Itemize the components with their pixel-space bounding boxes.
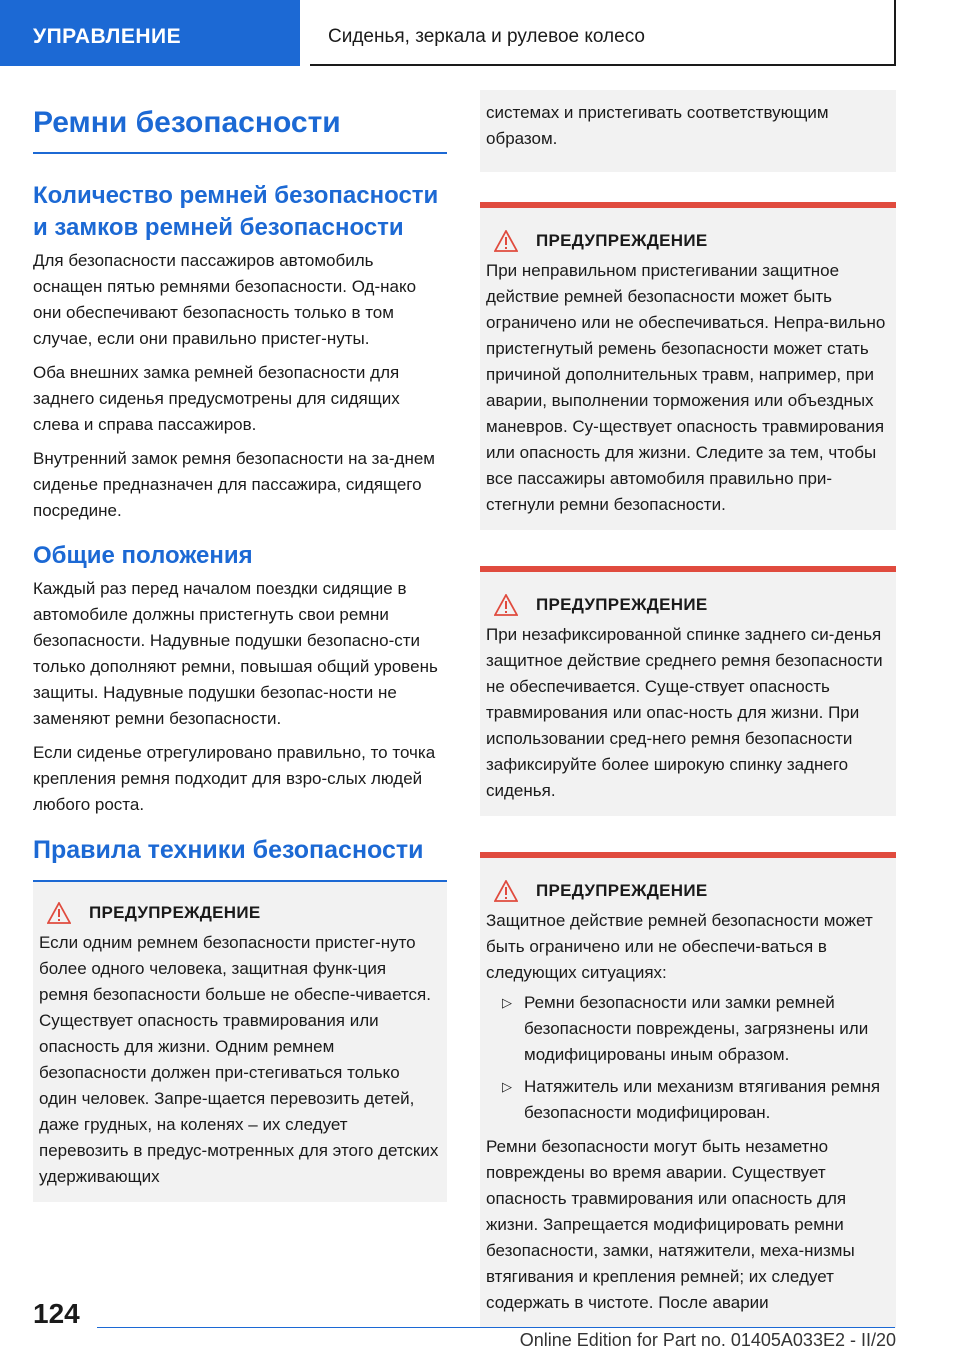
triangle-right-icon: ▷ — [502, 995, 512, 1010]
page-number: 124 — [33, 1298, 80, 1329]
warning-label: ПРЕДУПРЕЖДЕНИЕ — [536, 231, 708, 250]
paragraph: Для безопасности пассажиров автомобиль оснащен пятью ремнями безопасности. Од-нако они обеспечивают безопасность только в том случае, если они правильно пристег-нуты. — [33, 251, 417, 348]
warning-triangle-icon — [494, 594, 518, 616]
left-column — [33, 104, 447, 1202]
warning-label: ПРЕДУПРЕЖДЕНИЕ — [89, 903, 261, 922]
warning-text: Если одним ремнем безопасности пристег-нуто более одного человека, защитная функ-ция ремня безопасности больше не обеспе-чивается. Существует опасность травмирования или опасность для жизни. Одним ремнем безопасности должен при-стегиваться только один человек. Запре-щается перевозить детей, даже грудных, на коленях – их следует перевозить в предус-мотренных для этого детских удерживающих — [39, 933, 439, 1186]
warning-box — [33, 882, 447, 1202]
list-item: ▷ Ремни безопасности или замки ремней безопасности повреждены, загрязнены или модифицированы иным образом. — [486, 990, 888, 1068]
warning-triangle-icon — [47, 902, 71, 924]
warning-intro: Защитное действие ремней безопасности может быть ограничено или не обеспечи-ваться в следующих ситуациях: — [486, 911, 873, 982]
chapter-title: Сиденья, зеркала и рулевое колесо — [310, 0, 896, 66]
footer-divider — [97, 1327, 895, 1328]
paragraph: Оба внешних замка ремней безопасности для заднего сиденья предусмотрены для сидящих слева и справа пассажиров. — [33, 363, 400, 434]
paragraph: Внутренний замок ремня безопасности на за-днем сиденье предназначен для пассажира, сидящего посредине. — [33, 449, 435, 520]
warning-outro: Ремни безопасности могут быть незаметно повреждены во время аварии. Существует опасность травмирования или опасность для жизни. Запрещается модифицировать ремни безопасности, замки, натяжители, меха-низмы втягивания и крепления ремней; их следует содержать в чистоте. После аварии — [486, 1137, 855, 1312]
continued-warning-box — [480, 90, 896, 172]
paragraph: Каждый раз перед началом поездки сидящие в автомобиле должны пристегнуть свои ремни безопасности. Надувные подушки безопасно-сти только дополняют ремни, повышая общий уровень защиты. Надувные подушки безопас-ности не заменяют ремни безопасности. — [33, 579, 438, 728]
triangle-right-icon: ▷ — [502, 1079, 512, 1094]
warning-text: При неправильном пристегивании защитное действие ремней безопасности может быть ограничено или не обеспечиваться. Непра-вильно пристегнутый ремень безопасности может стать причиной дополнительных травм, например, при аварии, выполнении торможения или объездных маневров. Су-ществует опасность травмирования или опасность для жизни. Следите за тем, чтобы все пассажиры автомобиля правильно при-стегнули ремни безопасности. — [486, 261, 886, 514]
heading-general: Общие положения — [33, 542, 253, 569]
section-tab: УПРАВЛЕНИЕ — [0, 0, 300, 66]
list-item: ▷ Натяжитель или механизм втягивания ремня безопасности модифицирован. — [486, 1074, 888, 1126]
warning-triangle-icon — [494, 230, 518, 252]
right-column — [480, 90, 896, 1328]
warning-label: ПРЕДУПРЕЖДЕНИЕ — [536, 881, 708, 900]
warning-triangle-icon — [494, 880, 518, 902]
warning-label: ПРЕДУПРЕЖДЕНИЕ — [536, 595, 708, 614]
bullet-list — [486, 990, 888, 1126]
warning-box — [480, 202, 896, 530]
warning-box — [480, 566, 896, 816]
warning-text: При незафиксированной спинке заднего си-денья защитное действие среднего ремня безопасности не обеспечивается. Суще-ствует опасность травмирования или опас-ность для жизни. При использовании сред-него ремня безопасности зафиксируйте более широкую спинку заднего сиденья. — [486, 625, 883, 800]
heading-count: Количество ремней безопасности и замков ремней безопасности — [33, 182, 439, 241]
footer-edition: Online Edition for Part no. 01405A033E2 - II/20 — [519, 1330, 896, 1350]
continued-text: системах и пристегивать соответствующим образом. — [486, 103, 829, 148]
paragraph: Если сиденье отрегулировано правильно, то точка крепления ремня подходит для взро-слых людей любого роста. — [33, 743, 436, 814]
page-title: Ремни безопасности — [33, 104, 447, 154]
warning-box — [480, 852, 896, 1328]
heading-rules: Правила техники безопасности — [33, 836, 424, 864]
